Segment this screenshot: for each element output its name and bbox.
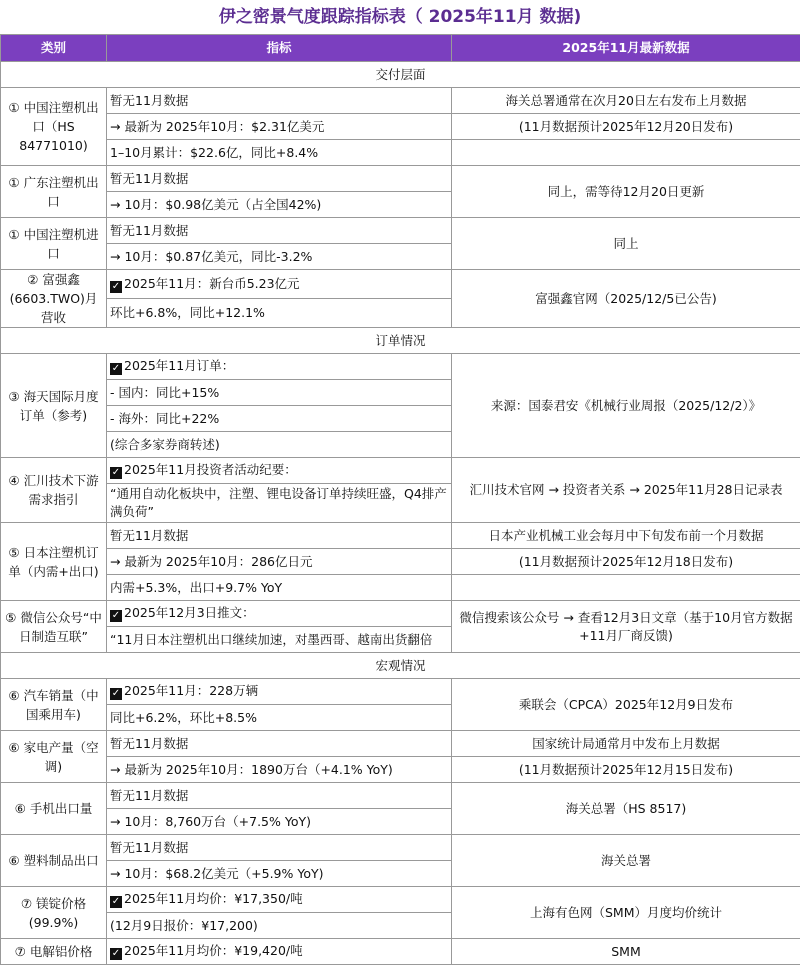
- source-cell: 来源：国泰君安《机械行业周报（2025/12/2）》: [452, 354, 800, 458]
- indicator-line-checked: [107, 458, 452, 484]
- source-cell: 同上，需等待12月20日更新: [452, 166, 800, 218]
- indicator-line: → 最新为 2025年10月：1890万台（+4.1% YoY): [107, 757, 452, 783]
- check-box-icon: ✓: [110, 610, 122, 622]
- source-cell: SMM: [452, 939, 800, 965]
- indicator-text: 2025年11月投资者活动纪要：: [124, 462, 297, 477]
- table-row: [1, 549, 800, 575]
- category-cell: ④ 汇川技术下游需求指引: [1, 458, 107, 523]
- indicator-line: 暂无11月数据: [107, 523, 452, 549]
- source-cell: 上海有色网（SMM）月度均价统计: [452, 887, 800, 939]
- indicator-text: 2025年11月均价：¥19,420/吨: [124, 943, 303, 958]
- indicator-line: → 10月：$0.87亿美元，同比-3.2%: [107, 244, 452, 270]
- indicator-line: 暂无11月数据: [107, 166, 452, 192]
- table-row: [1, 166, 800, 192]
- indicator-line: → 最新为 2025年10月：$2.31亿美元: [107, 114, 452, 140]
- category-cell: ⑥ 汽车销量（中国乘用车): [1, 679, 107, 731]
- table-row: [1, 140, 800, 166]
- category-cell: ① 广东注塑机出口: [1, 166, 107, 218]
- table-row: [1, 523, 800, 549]
- table-row: [1, 458, 800, 484]
- table-row: [1, 218, 800, 244]
- indicator-text: 2025年11月订单：: [124, 358, 234, 373]
- source-cell: (11月数据预计2025年12月20日发布): [452, 114, 800, 140]
- indicator-text: 2025年11月：228万辆: [124, 683, 258, 698]
- source-cell: 海关总署: [452, 835, 800, 887]
- indicator-text: 2025年12月3日推文：: [124, 605, 255, 620]
- indicator-text: 2025年11月均价：¥17,350/吨: [124, 891, 303, 906]
- table-row: [1, 575, 800, 601]
- category-cell: ① 中国注塑机出口（HS 84771010): [1, 88, 107, 166]
- table-row: [1, 731, 800, 757]
- source-cell: 国家统计局通常月中发布上月数据: [452, 731, 800, 757]
- source-cell: (11月数据预计2025年12月18日发布): [452, 549, 800, 575]
- section-row: [1, 653, 800, 679]
- check-box-icon: ✓: [110, 281, 122, 293]
- indicator-line: (12月9日报价：¥17,200): [107, 913, 452, 939]
- page-title: 伊之密景气度跟踪指标表（ 2025年11月 数据): [0, 0, 800, 34]
- table-row: [1, 679, 800, 705]
- indicator-line: → 最新为 2025年10月：286亿日元: [107, 549, 452, 575]
- check-box-icon: ✓: [110, 688, 122, 700]
- indicator-line: 同比+6.2%，环比+8.5%: [107, 705, 452, 731]
- header-latest: 2025年11月最新数据: [452, 35, 800, 62]
- check-box-icon: ✓: [110, 467, 122, 479]
- category-cell: ⑥ 手机出口量: [1, 783, 107, 835]
- indicator-line: - 海外：同比+22%: [107, 406, 452, 432]
- source-cell: 乘联会（CPCA）2025年12月9日发布: [452, 679, 800, 731]
- indicator-line: 暂无11月数据: [107, 88, 452, 114]
- category-cell: ② 富强鑫(6603.TWO)月营收: [1, 270, 107, 328]
- source-cell: 海关总署（HS 8517): [452, 783, 800, 835]
- indicator-line: “11月日本注塑机出口继续加速，对墨西哥、越南出货翻倍: [107, 627, 452, 653]
- section-orders: 订单情况: [1, 328, 800, 354]
- table-row: [1, 88, 800, 114]
- indicator-line-checked: [107, 354, 452, 380]
- check-box-icon: ✓: [110, 363, 122, 375]
- table-row: [1, 783, 800, 809]
- indicator-text: 2025年11月：新台币5.23亿元: [124, 276, 300, 291]
- section-delivery: 交付层面: [1, 62, 800, 88]
- table-row: [1, 835, 800, 861]
- indicator-line: - 国内：同比+15%: [107, 380, 452, 406]
- source-cell: 同上: [452, 218, 800, 270]
- table-row: [1, 601, 800, 627]
- indicator-line-checked: [107, 270, 452, 299]
- table-row: [1, 939, 800, 965]
- section-row: [1, 328, 800, 354]
- category-cell: ⑦ 电解铝价格: [1, 939, 107, 965]
- indicator-line: → 10月：$68.2亿美元（+5.9% YoY): [107, 861, 452, 887]
- category-cell: ⑥ 塑料制品出口: [1, 835, 107, 887]
- section-macro: 宏观情况: [1, 653, 800, 679]
- table-row: [1, 270, 800, 299]
- category-cell: ③ 海天国际月度订单（参考): [1, 354, 107, 458]
- source-cell: 富强鑫官网（2025/12/5已公告): [452, 270, 800, 328]
- header-category: 类别: [1, 35, 107, 62]
- table-row: [1, 354, 800, 380]
- category-cell: ⑦ 镁锭价格(99.9%): [1, 887, 107, 939]
- check-box-icon: ✓: [110, 948, 122, 960]
- table-header-row: [1, 35, 800, 62]
- indicator-line: “通用自动化板块中，注塑、锂电设备订单持续旺盛，Q4排产满负荷”: [107, 484, 452, 523]
- category-cell: ⑤ 微信公众号“中日制造互联”: [1, 601, 107, 653]
- category-cell: ① 中国注塑机进口: [1, 218, 107, 270]
- indicator-line: 内需+5.3%，出口+9.7% YoY: [107, 575, 452, 601]
- indicator-line-checked: [107, 939, 452, 965]
- category-cell: ⑤ 日本注塑机订单（内需+出口): [1, 523, 107, 601]
- indicator-line: 1–10月累计：$22.6亿，同比+8.4%: [107, 140, 452, 166]
- table-row: [1, 887, 800, 913]
- source-cell-empty: [452, 140, 800, 166]
- source-cell: 微信搜索该公众号 → 查看12月3日文章（基于10月官方数据+11月厂商反馈): [452, 601, 800, 653]
- indicator-line: → 10月：8,760万台（+7.5% YoY): [107, 809, 452, 835]
- indicator-line: 暂无11月数据: [107, 731, 452, 757]
- indicator-line: 暂无11月数据: [107, 783, 452, 809]
- source-cell: (11月数据预计2025年12月15日发布): [452, 757, 800, 783]
- category-cell: ⑥ 家电产量（空调): [1, 731, 107, 783]
- source-cell-empty: [452, 575, 800, 601]
- header-indicator: 指标: [107, 35, 452, 62]
- check-box-icon: ✓: [110, 896, 122, 908]
- table-row: [1, 757, 800, 783]
- source-cell: 汇川技术官网 → 投资者关系 → 2025年11月28日记录表: [452, 458, 800, 523]
- source-cell: 海关总署通常在次月20日左右发布上月数据: [452, 88, 800, 114]
- indicator-line: (综合多家券商转述): [107, 432, 452, 458]
- indicator-line: 暂无11月数据: [107, 835, 452, 861]
- indicator-line-checked: [107, 601, 452, 627]
- source-cell: 日本产业机械工业会每月中下旬发布前一个月数据: [452, 523, 800, 549]
- indicator-line-checked: [107, 887, 452, 913]
- table-row: [1, 114, 800, 140]
- indicator-line-checked: [107, 679, 452, 705]
- indicator-line: 暂无11月数据: [107, 218, 452, 244]
- indicator-table: [0, 34, 800, 965]
- indicator-line: → 10月：$0.98亿美元（占全国42%): [107, 192, 452, 218]
- section-row: [1, 62, 800, 88]
- indicator-line: 环比+6.8%，同比+12.1%: [107, 299, 452, 328]
